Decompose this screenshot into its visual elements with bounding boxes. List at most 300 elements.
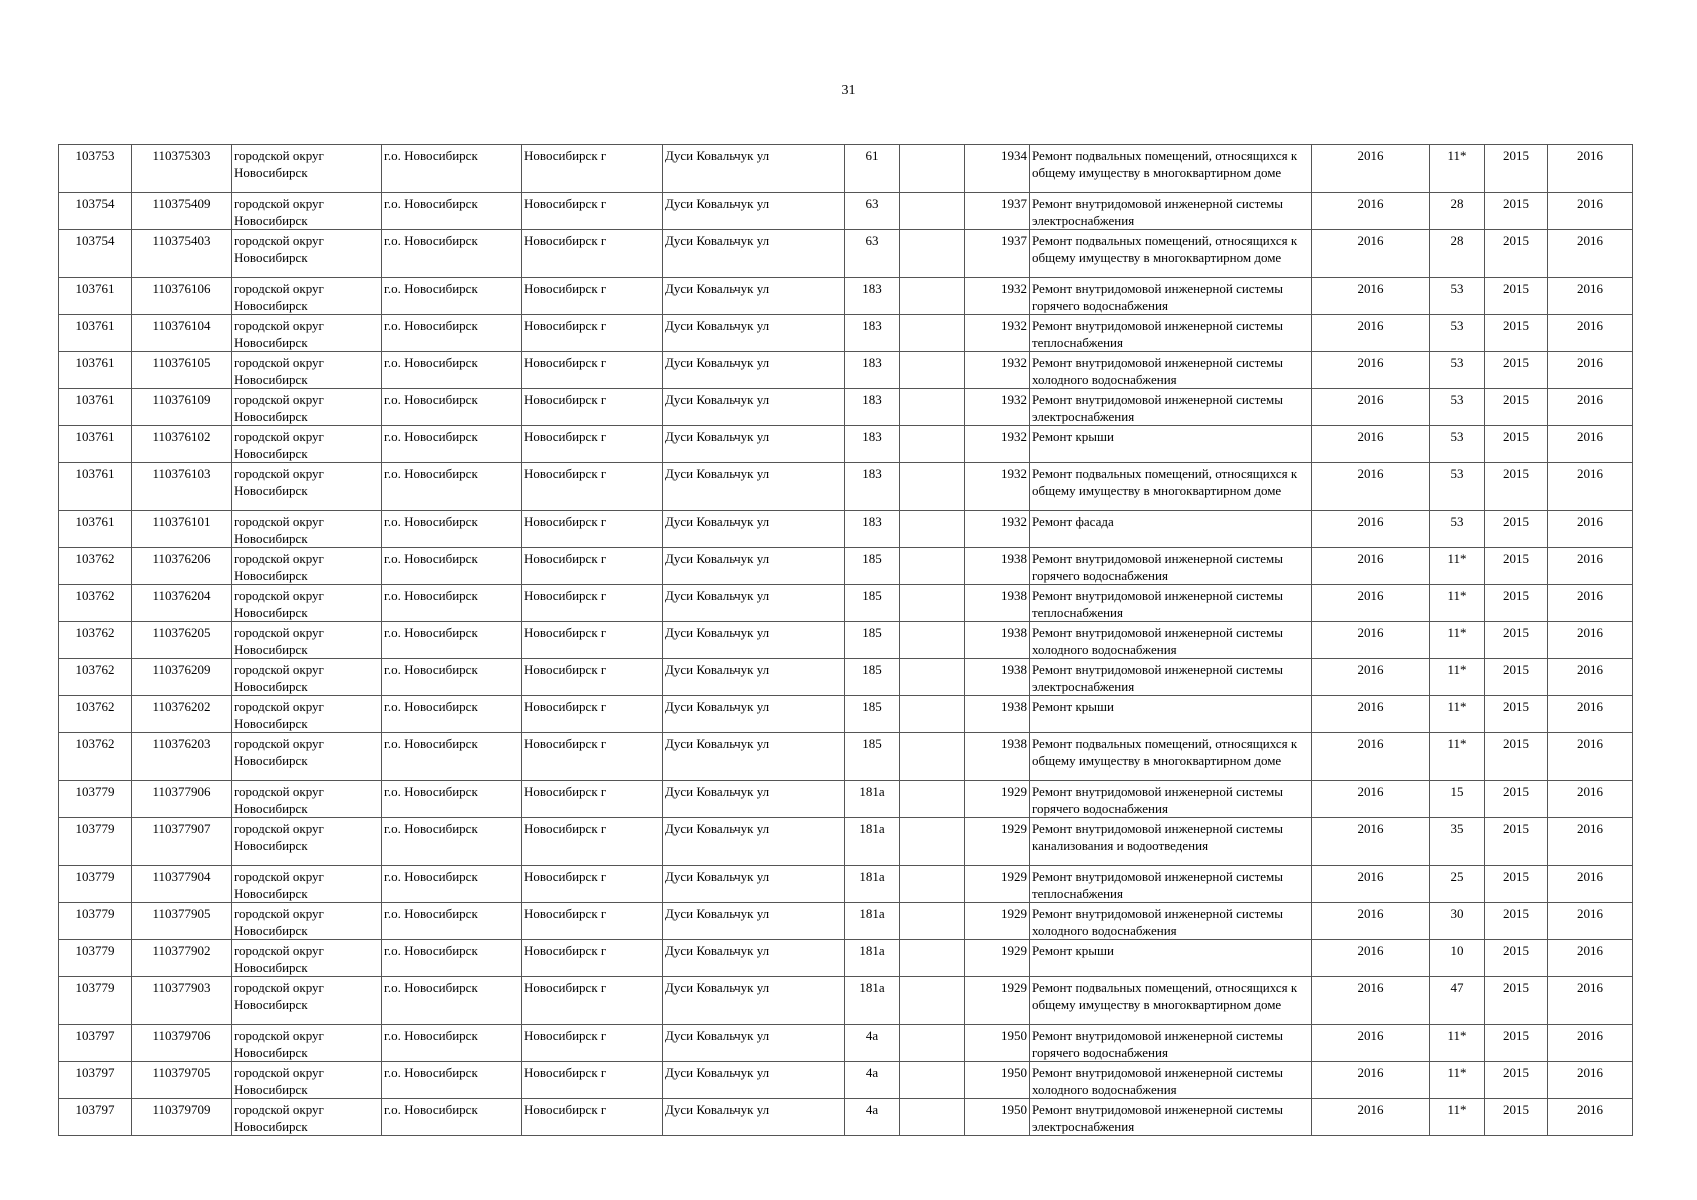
wear-percent-cell: 53 <box>1430 426 1485 463</box>
period-end-cell: 2016 <box>1548 1099 1633 1136</box>
period-end-cell: 2016 <box>1548 733 1633 781</box>
period-end-cell: 2016 <box>1548 940 1633 977</box>
table-row <box>59 1099 1633 1136</box>
building-cell <box>900 315 965 352</box>
municipality-cell: городской округ Новосибирск <box>232 977 382 1025</box>
work-type-cell: Ремонт подвальных помещений, относящихся к общему имуществу в многоквартирном доме <box>1030 733 1312 781</box>
house-number-cell: 183 <box>845 426 900 463</box>
street-cell: Дуси Ковальчук ул <box>663 1025 845 1062</box>
municipality-cell: городской округ Новосибирск <box>232 315 382 352</box>
plan-year-cell: 2016 <box>1312 1062 1430 1099</box>
wear-percent-cell: 35 <box>1430 818 1485 866</box>
district-cell: г.о. Новосибирск <box>382 622 522 659</box>
locality-cell: Новосибирск г <box>522 733 663 781</box>
house-number-cell: 63 <box>845 230 900 278</box>
locality-cell: Новосибирск г <box>522 389 663 426</box>
house-number-cell: 181а <box>845 818 900 866</box>
building-cell <box>900 389 965 426</box>
row-id-cell: 103762 <box>59 622 132 659</box>
street-cell: Дуси Ковальчук ул <box>663 1062 845 1099</box>
building-cell <box>900 940 965 977</box>
period-end-cell: 2016 <box>1548 193 1633 230</box>
row-code-cell: 110377905 <box>132 903 232 940</box>
row-id-cell: 103779 <box>59 903 132 940</box>
locality-cell: Новосибирск г <box>522 1062 663 1099</box>
row-code-cell: 110376204 <box>132 585 232 622</box>
work-type-cell: Ремонт внутридомовой инженерной системы холодного водоснабжения <box>1030 352 1312 389</box>
municipality-cell: городской округ Новосибирск <box>232 585 382 622</box>
row-id-cell: 103761 <box>59 426 132 463</box>
row-code-cell: 110376105 <box>132 352 232 389</box>
locality-cell: Новосибирск г <box>522 866 663 903</box>
table-row <box>59 352 1633 389</box>
table-row <box>59 193 1633 230</box>
period-end-cell: 2016 <box>1548 866 1633 903</box>
period-end-cell: 2016 <box>1548 315 1633 352</box>
wear-percent-cell: 11* <box>1430 585 1485 622</box>
table-row <box>59 548 1633 585</box>
district-cell: г.о. Новосибирск <box>382 426 522 463</box>
wear-percent-cell: 10 <box>1430 940 1485 977</box>
municipality-cell: городской округ Новосибирск <box>232 463 382 511</box>
building-cell <box>900 463 965 511</box>
year-built-cell: 1950 <box>965 1025 1030 1062</box>
municipality-cell: городской округ Новосибирск <box>232 145 382 193</box>
street-cell: Дуси Ковальчук ул <box>663 940 845 977</box>
district-cell: г.о. Новосибирск <box>382 511 522 548</box>
municipality-cell: городской округ Новосибирск <box>232 1099 382 1136</box>
locality-cell: Новосибирск г <box>522 1099 663 1136</box>
work-type-cell: Ремонт внутридомовой инженерной системы холодного водоснабжения <box>1030 622 1312 659</box>
house-number-cell: 183 <box>845 352 900 389</box>
row-id-cell: 103753 <box>59 145 132 193</box>
house-number-cell: 185 <box>845 622 900 659</box>
house-number-cell: 4а <box>845 1025 900 1062</box>
building-cell <box>900 426 965 463</box>
wear-percent-cell: 53 <box>1430 389 1485 426</box>
plan-year-cell: 2016 <box>1312 463 1430 511</box>
period-end-cell: 2016 <box>1548 818 1633 866</box>
plan-year-cell: 2016 <box>1312 585 1430 622</box>
building-cell <box>900 733 965 781</box>
plan-year-cell: 2016 <box>1312 1025 1430 1062</box>
municipality-cell: городской округ Новосибирск <box>232 1025 382 1062</box>
year-built-cell: 1937 <box>965 193 1030 230</box>
row-code-cell: 110375303 <box>132 145 232 193</box>
work-type-cell: Ремонт крыши <box>1030 696 1312 733</box>
work-type-cell: Ремонт крыши <box>1030 426 1312 463</box>
house-number-cell: 183 <box>845 389 900 426</box>
year-built-cell: 1934 <box>965 145 1030 193</box>
municipality-cell: городской округ Новосибирск <box>232 230 382 278</box>
table-row <box>59 1025 1633 1062</box>
period-start-cell: 2015 <box>1485 940 1548 977</box>
district-cell: г.о. Новосибирск <box>382 903 522 940</box>
building-cell <box>900 585 965 622</box>
table-row <box>59 940 1633 977</box>
year-built-cell: 1932 <box>965 426 1030 463</box>
house-number-cell: 185 <box>845 696 900 733</box>
year-built-cell: 1932 <box>965 389 1030 426</box>
period-start-cell: 2015 <box>1485 1062 1548 1099</box>
year-built-cell: 1929 <box>965 818 1030 866</box>
plan-year-cell: 2016 <box>1312 818 1430 866</box>
period-start-cell: 2015 <box>1485 426 1548 463</box>
work-type-cell: Ремонт внутридомовой инженерной системы электроснабжения <box>1030 193 1312 230</box>
period-start-cell: 2015 <box>1485 818 1548 866</box>
district-cell: г.о. Новосибирск <box>382 145 522 193</box>
work-type-cell: Ремонт внутридомовой инженерной системы электроснабжения <box>1030 1099 1312 1136</box>
row-code-cell: 110379709 <box>132 1099 232 1136</box>
wear-percent-cell: 53 <box>1430 511 1485 548</box>
locality-cell: Новосибирск г <box>522 585 663 622</box>
period-start-cell: 2015 <box>1485 585 1548 622</box>
municipality-cell: городской округ Новосибирск <box>232 426 382 463</box>
year-built-cell: 1929 <box>965 866 1030 903</box>
table-row <box>59 463 1633 511</box>
row-id-cell: 103761 <box>59 352 132 389</box>
period-start-cell: 2015 <box>1485 659 1548 696</box>
period-end-cell: 2016 <box>1548 781 1633 818</box>
building-cell <box>900 866 965 903</box>
house-number-cell: 185 <box>845 548 900 585</box>
district-cell: г.о. Новосибирск <box>382 733 522 781</box>
row-code-cell: 110376209 <box>132 659 232 696</box>
street-cell: Дуси Ковальчук ул <box>663 278 845 315</box>
period-start-cell: 2015 <box>1485 315 1548 352</box>
table-row <box>59 659 1633 696</box>
row-id-cell: 103779 <box>59 781 132 818</box>
row-id-cell: 103797 <box>59 1099 132 1136</box>
row-code-cell: 110376205 <box>132 622 232 659</box>
row-id-cell: 103779 <box>59 818 132 866</box>
period-start-cell: 2015 <box>1485 352 1548 389</box>
work-type-cell: Ремонт внутридомовой инженерной системы холодного водоснабжения <box>1030 903 1312 940</box>
district-cell: г.о. Новосибирск <box>382 463 522 511</box>
work-type-cell: Ремонт фасада <box>1030 511 1312 548</box>
district-cell: г.о. Новосибирск <box>382 230 522 278</box>
table-row <box>59 866 1633 903</box>
plan-year-cell: 2016 <box>1312 866 1430 903</box>
row-id-cell: 103761 <box>59 278 132 315</box>
year-built-cell: 1932 <box>965 352 1030 389</box>
table-body <box>59 145 1633 1136</box>
table-row <box>59 903 1633 940</box>
row-code-cell: 110377907 <box>132 818 232 866</box>
building-cell <box>900 548 965 585</box>
municipality-cell: городской округ Новосибирск <box>232 622 382 659</box>
table-row <box>59 1062 1633 1099</box>
wear-percent-cell: 11* <box>1430 1025 1485 1062</box>
wear-percent-cell: 53 <box>1430 463 1485 511</box>
street-cell: Дуси Ковальчук ул <box>663 696 845 733</box>
building-cell <box>900 903 965 940</box>
plan-year-cell: 2016 <box>1312 315 1430 352</box>
work-type-cell: Ремонт крыши <box>1030 940 1312 977</box>
plan-year-cell: 2016 <box>1312 622 1430 659</box>
work-type-cell: Ремонт внутридомовой инженерной системы теплоснабжения <box>1030 315 1312 352</box>
locality-cell: Новосибирск г <box>522 145 663 193</box>
work-type-cell: Ремонт внутридомовой инженерной системы электроснабжения <box>1030 659 1312 696</box>
table-row <box>59 389 1633 426</box>
municipality-cell: городской округ Новосибирск <box>232 659 382 696</box>
locality-cell: Новосибирск г <box>522 1025 663 1062</box>
page-number: 31 <box>841 83 856 98</box>
municipality-cell: городской округ Новосибирск <box>232 1062 382 1099</box>
year-built-cell: 1932 <box>965 511 1030 548</box>
street-cell: Дуси Ковальчук ул <box>663 818 845 866</box>
period-end-cell: 2016 <box>1548 426 1633 463</box>
locality-cell: Новосибирск г <box>522 511 663 548</box>
period-start-cell: 2015 <box>1485 511 1548 548</box>
house-number-cell: 183 <box>845 463 900 511</box>
plan-year-cell: 2016 <box>1312 145 1430 193</box>
table-row <box>59 278 1633 315</box>
period-start-cell: 2015 <box>1485 145 1548 193</box>
work-type-cell: Ремонт внутридомовой инженерной системы горячего водоснабжения <box>1030 1025 1312 1062</box>
wear-percent-cell: 28 <box>1430 193 1485 230</box>
building-cell <box>900 1099 965 1136</box>
work-type-cell: Ремонт подвальных помещений, относящихся к общему имуществу в многоквартирном доме <box>1030 977 1312 1025</box>
house-number-cell: 181а <box>845 781 900 818</box>
district-cell: г.о. Новосибирск <box>382 940 522 977</box>
work-type-cell: Ремонт подвальных помещений, относящихся к общему имуществу в многоквартирном доме <box>1030 145 1312 193</box>
municipality-cell: городской округ Новосибирск <box>232 511 382 548</box>
row-code-cell: 110379706 <box>132 1025 232 1062</box>
plan-year-cell: 2016 <box>1312 230 1430 278</box>
street-cell: Дуси Ковальчук ул <box>663 389 845 426</box>
table-row <box>59 622 1633 659</box>
plan-year-cell: 2016 <box>1312 193 1430 230</box>
municipality-cell: городской округ Новосибирск <box>232 940 382 977</box>
house-number-cell: 181а <box>845 940 900 977</box>
row-id-cell: 103779 <box>59 977 132 1025</box>
plan-year-cell: 2016 <box>1312 659 1430 696</box>
house-number-cell: 183 <box>845 315 900 352</box>
period-end-cell: 2016 <box>1548 352 1633 389</box>
row-code-cell: 110377902 <box>132 940 232 977</box>
street-cell: Дуси Ковальчук ул <box>663 585 845 622</box>
house-number-cell: 181а <box>845 866 900 903</box>
year-built-cell: 1950 <box>965 1099 1030 1136</box>
period-end-cell: 2016 <box>1548 511 1633 548</box>
period-start-cell: 2015 <box>1485 733 1548 781</box>
period-end-cell: 2016 <box>1548 145 1633 193</box>
period-start-cell: 2015 <box>1485 696 1548 733</box>
wear-percent-cell: 11* <box>1430 548 1485 585</box>
street-cell: Дуси Ковальчук ул <box>663 781 845 818</box>
district-cell: г.о. Новосибирск <box>382 352 522 389</box>
period-start-cell: 2015 <box>1485 230 1548 278</box>
row-code-cell: 110377904 <box>132 866 232 903</box>
row-code-cell: 110376103 <box>132 463 232 511</box>
building-cell <box>900 977 965 1025</box>
row-id-cell: 103761 <box>59 389 132 426</box>
locality-cell: Новосибирск г <box>522 696 663 733</box>
house-number-cell: 183 <box>845 511 900 548</box>
locality-cell: Новосибирск г <box>522 903 663 940</box>
locality-cell: Новосибирск г <box>522 548 663 585</box>
row-id-cell: 103761 <box>59 511 132 548</box>
row-code-cell: 110376101 <box>132 511 232 548</box>
row-code-cell: 110376206 <box>132 548 232 585</box>
row-code-cell: 110376202 <box>132 696 232 733</box>
building-cell <box>900 193 965 230</box>
period-start-cell: 2015 <box>1485 866 1548 903</box>
wear-percent-cell: 11* <box>1430 622 1485 659</box>
street-cell: Дуси Ковальчук ул <box>663 622 845 659</box>
municipality-cell: городской округ Новосибирск <box>232 696 382 733</box>
period-end-cell: 2016 <box>1548 230 1633 278</box>
locality-cell: Новосибирск г <box>522 278 663 315</box>
work-type-cell: Ремонт внутридомовой инженерной системы холодного водоснабжения <box>1030 1062 1312 1099</box>
wear-percent-cell: 47 <box>1430 977 1485 1025</box>
house-number-cell: 185 <box>845 585 900 622</box>
work-type-cell: Ремонт внутридомовой инженерной системы электроснабжения <box>1030 389 1312 426</box>
period-start-cell: 2015 <box>1485 781 1548 818</box>
row-code-cell: 110376102 <box>132 426 232 463</box>
street-cell: Дуси Ковальчук ул <box>663 733 845 781</box>
municipality-cell: городской округ Новосибирск <box>232 548 382 585</box>
street-cell: Дуси Ковальчук ул <box>663 511 845 548</box>
district-cell: г.о. Новосибирск <box>382 866 522 903</box>
work-type-cell: Ремонт внутридомовой инженерной системы горячего водоснабжения <box>1030 781 1312 818</box>
table-row <box>59 585 1633 622</box>
plan-year-cell: 2016 <box>1312 977 1430 1025</box>
locality-cell: Новосибирск г <box>522 781 663 818</box>
row-id-cell: 103754 <box>59 193 132 230</box>
row-code-cell: 110375409 <box>132 193 232 230</box>
wear-percent-cell: 15 <box>1430 781 1485 818</box>
period-end-cell: 2016 <box>1548 585 1633 622</box>
row-id-cell: 103754 <box>59 230 132 278</box>
period-start-cell: 2015 <box>1485 548 1548 585</box>
municipality-cell: городской округ Новосибирск <box>232 193 382 230</box>
table-row <box>59 733 1633 781</box>
row-code-cell: 110376109 <box>132 389 232 426</box>
table-row <box>59 230 1633 278</box>
year-built-cell: 1938 <box>965 733 1030 781</box>
street-cell: Дуси Ковальчук ул <box>663 145 845 193</box>
period-end-cell: 2016 <box>1548 1062 1633 1099</box>
building-cell <box>900 622 965 659</box>
plan-year-cell: 2016 <box>1312 781 1430 818</box>
year-built-cell: 1932 <box>965 278 1030 315</box>
plan-year-cell: 2016 <box>1312 1099 1430 1136</box>
district-cell: г.о. Новосибирск <box>382 977 522 1025</box>
street-cell: Дуси Ковальчук ул <box>663 463 845 511</box>
district-cell: г.о. Новосибирск <box>382 585 522 622</box>
row-id-cell: 103779 <box>59 866 132 903</box>
street-cell: Дуси Ковальчук ул <box>663 977 845 1025</box>
house-number-cell: 4а <box>845 1099 900 1136</box>
plan-year-cell: 2016 <box>1312 278 1430 315</box>
year-built-cell: 1950 <box>965 1062 1030 1099</box>
district-cell: г.о. Новосибирск <box>382 1062 522 1099</box>
street-cell: Дуси Ковальчук ул <box>663 1099 845 1136</box>
table-row <box>59 511 1633 548</box>
wear-percent-cell: 53 <box>1430 352 1485 389</box>
locality-cell: Новосибирск г <box>522 230 663 278</box>
street-cell: Дуси Ковальчук ул <box>663 193 845 230</box>
district-cell: г.о. Новосибирск <box>382 696 522 733</box>
wear-percent-cell: 28 <box>1430 230 1485 278</box>
row-id-cell: 103779 <box>59 940 132 977</box>
building-cell <box>900 1025 965 1062</box>
year-built-cell: 1937 <box>965 230 1030 278</box>
plan-year-cell: 2016 <box>1312 548 1430 585</box>
locality-cell: Новосибирск г <box>522 659 663 696</box>
municipality-cell: городской округ Новосибирск <box>232 389 382 426</box>
table-row <box>59 145 1633 193</box>
period-start-cell: 2015 <box>1485 193 1548 230</box>
period-start-cell: 2015 <box>1485 1099 1548 1136</box>
year-built-cell: 1938 <box>965 659 1030 696</box>
district-cell: г.о. Новосибирск <box>382 818 522 866</box>
table-row <box>59 426 1633 463</box>
wear-percent-cell: 53 <box>1430 315 1485 352</box>
plan-year-cell: 2016 <box>1312 511 1430 548</box>
building-cell <box>900 818 965 866</box>
registry-table <box>58 144 1633 1136</box>
row-code-cell: 110376104 <box>132 315 232 352</box>
row-code-cell: 110379705 <box>132 1062 232 1099</box>
period-end-cell: 2016 <box>1548 622 1633 659</box>
row-id-cell: 103762 <box>59 585 132 622</box>
locality-cell: Новосибирск г <box>522 463 663 511</box>
plan-year-cell: 2016 <box>1312 733 1430 781</box>
locality-cell: Новосибирск г <box>522 193 663 230</box>
row-code-cell: 110376106 <box>132 278 232 315</box>
building-cell <box>900 696 965 733</box>
year-built-cell: 1929 <box>965 781 1030 818</box>
period-start-cell: 2015 <box>1485 903 1548 940</box>
municipality-cell: городской округ Новосибирск <box>232 781 382 818</box>
street-cell: Дуси Ковальчук ул <box>663 903 845 940</box>
period-start-cell: 2015 <box>1485 977 1548 1025</box>
row-id-cell: 103797 <box>59 1062 132 1099</box>
street-cell: Дуси Ковальчук ул <box>663 866 845 903</box>
district-cell: г.о. Новосибирск <box>382 193 522 230</box>
house-number-cell: 181а <box>845 977 900 1025</box>
plan-year-cell: 2016 <box>1312 696 1430 733</box>
district-cell: г.о. Новосибирск <box>382 781 522 818</box>
municipality-cell: городской округ Новосибирск <box>232 903 382 940</box>
period-start-cell: 2015 <box>1485 463 1548 511</box>
district-cell: г.о. Новосибирск <box>382 278 522 315</box>
table-row <box>59 818 1633 866</box>
street-cell: Дуси Ковальчук ул <box>663 315 845 352</box>
period-start-cell: 2015 <box>1485 278 1548 315</box>
year-built-cell: 1929 <box>965 977 1030 1025</box>
row-id-cell: 103797 <box>59 1025 132 1062</box>
row-id-cell: 103762 <box>59 696 132 733</box>
house-number-cell: 185 <box>845 659 900 696</box>
district-cell: г.о. Новосибирск <box>382 1099 522 1136</box>
house-number-cell: 181а <box>845 903 900 940</box>
period-end-cell: 2016 <box>1548 1025 1633 1062</box>
table-row <box>59 781 1633 818</box>
locality-cell: Новосибирск г <box>522 818 663 866</box>
plan-year-cell: 2016 <box>1312 352 1430 389</box>
house-number-cell: 63 <box>845 193 900 230</box>
period-start-cell: 2015 <box>1485 389 1548 426</box>
period-end-cell: 2016 <box>1548 548 1633 585</box>
plan-year-cell: 2016 <box>1312 940 1430 977</box>
wear-percent-cell: 25 <box>1430 866 1485 903</box>
street-cell: Дуси Ковальчук ул <box>663 426 845 463</box>
work-type-cell: Ремонт внутридомовой инженерной системы горячего водоснабжения <box>1030 278 1312 315</box>
